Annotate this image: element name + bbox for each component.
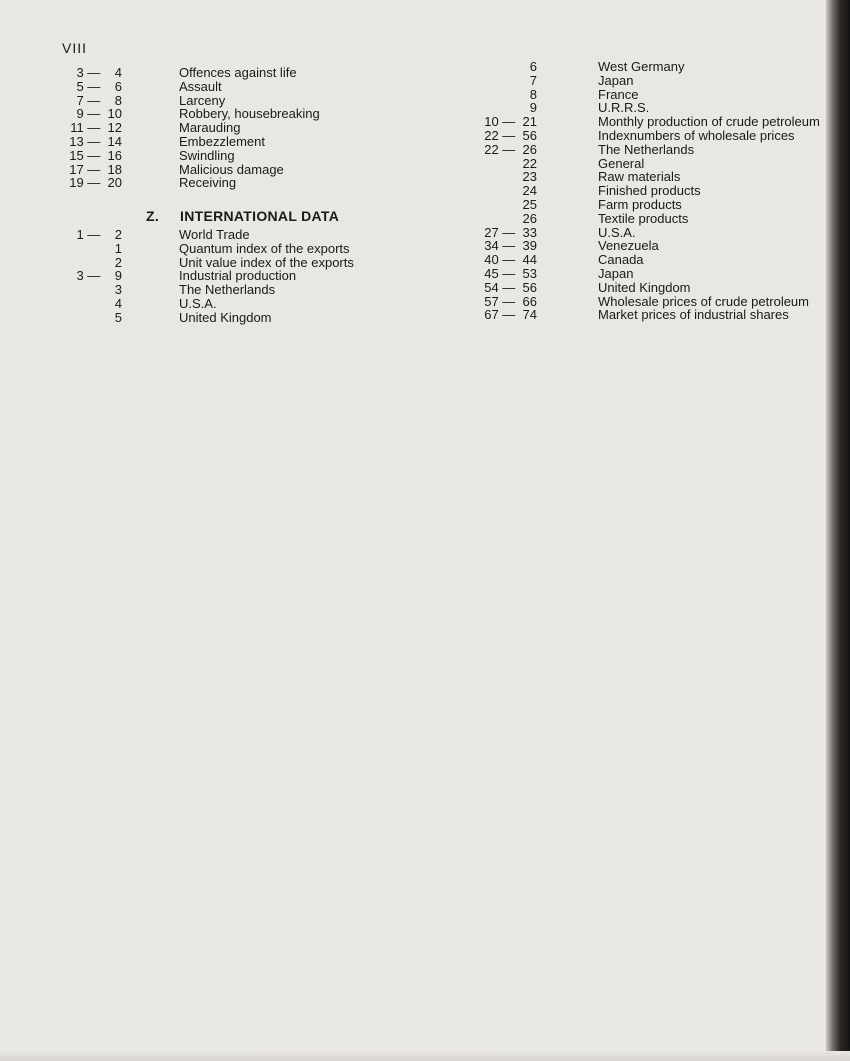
toc-entry-range: 26 <box>522 210 537 226</box>
toc-entry-range: 5 <box>114 309 122 325</box>
toc-entry-range: 2 <box>114 254 122 270</box>
toc-entry-label: Assault <box>179 78 222 94</box>
toc-entry-range: 3 — 9 <box>76 268 122 284</box>
toc-entry-range: 24 <box>522 183 537 199</box>
toc-entry-label: Japan <box>598 265 634 281</box>
toc-entry-range: 8 <box>529 86 537 102</box>
toc-entry-range: 27 — 33 <box>484 224 537 240</box>
toc-entry-range: 11 — 12 <box>70 120 122 136</box>
toc-entry-label: West Germany <box>598 59 685 74</box>
toc-entry-label: Robbery, housebreaking <box>179 106 320 122</box>
toc-entry-range: 10 — 21 <box>484 114 537 130</box>
toc-entry-label: Industrial production <box>179 268 297 284</box>
toc-entry-label: The Netherlands <box>598 141 695 157</box>
toc-entry-range: 1 <box>114 240 122 256</box>
toc-entry-range: 22 — 56 <box>484 127 537 143</box>
toc-entry-label: Raw materials <box>598 169 681 185</box>
toc-entry-label: Receiving <box>179 175 237 191</box>
section-heading <box>146 208 339 224</box>
toc-entry-range: 3 <box>114 282 122 298</box>
toc-entry-label: World Trade <box>179 227 250 242</box>
toc-entry-range: 3 — 4 <box>76 65 122 80</box>
toc-entry-range: 22 — 26 <box>484 141 537 157</box>
toc-entry-range: 7 <box>529 72 537 88</box>
toc-entry-label: Quantum index of the exports <box>179 240 350 256</box>
toc-entry-label: Malicious damage <box>179 161 284 177</box>
toc-entry-range: 4 <box>114 295 122 311</box>
toc-entry-label: Venezuela <box>598 238 659 254</box>
toc-entry-range: 45 — 53 <box>484 265 537 281</box>
toc-entry-label: Indexnumbers of wholesale prices <box>598 127 795 143</box>
toc-entry-label: Finished products <box>598 183 701 199</box>
section-letter: Z. <box>146 208 160 224</box>
toc-entry-label: France <box>598 86 639 102</box>
toc-entry-range: 67 — 74 <box>484 307 537 323</box>
toc-entry-range: 25 <box>522 196 537 212</box>
toc-entry-range: 15 — 16 <box>69 147 122 163</box>
toc-entry-range: 9 — 10 <box>76 106 122 122</box>
toc-entry-label: Marauding <box>179 120 241 136</box>
toc-entry-range: 40 — 44 <box>484 252 537 268</box>
toc-entry-label: Farm products <box>598 196 682 212</box>
toc-entry-range: 7 — 8 <box>76 92 122 108</box>
toc-entry-range: 54 — 56 <box>484 279 537 295</box>
toc-entry-label: Unit value index of the exports <box>179 254 354 270</box>
toc-entry-label: Larceny <box>179 92 226 108</box>
page-bottom-shadow <box>0 1051 850 1061</box>
toc-entry-label: The Netherlands <box>179 282 276 298</box>
toc-entry-label: General <box>598 155 645 171</box>
toc-entry-range: 17 — 18 <box>69 161 122 177</box>
toc-entry-range: 9 <box>529 100 537 116</box>
toc-entry-label: Embezzlement <box>179 133 265 149</box>
toc-entry-label: Textile products <box>598 210 689 226</box>
toc-entry-range: 23 <box>522 169 537 185</box>
toc-entry-range: 13 — 14 <box>69 133 122 149</box>
toc-entry-range: 5 — 6 <box>76 78 122 94</box>
toc-entry-label: U.S.A. <box>598 224 636 240</box>
toc-entry-label: Market prices of industrial shares <box>598 307 789 323</box>
toc-entry-label: Swindling <box>179 147 235 163</box>
toc-entry-range: 34 — 39 <box>484 238 537 254</box>
toc-entry-range: 57 — 66 <box>484 293 537 309</box>
toc-entry-range: 19 — 20 <box>69 175 122 191</box>
toc-entry-range: 22 <box>522 155 537 171</box>
toc-entry-label: Offences against life <box>179 65 297 80</box>
toc-entry-label: Wholesale prices of crude petroleum <box>598 293 809 309</box>
toc-entry-label: United Kingdom <box>179 309 272 325</box>
toc-entry-label: U.R.R.S. <box>598 100 650 116</box>
page-number: VIII <box>62 40 88 56</box>
page-binding-edge <box>826 0 850 1061</box>
section-title: INTERNATIONAL DATA <box>180 208 340 224</box>
toc-entry-label: Japan <box>598 72 634 88</box>
toc-entry-label: U.S.A. <box>179 295 217 311</box>
toc-entry-label: Monthly production of crude petroleum <box>598 114 820 130</box>
toc-entry-range: 6 <box>529 59 537 74</box>
toc-entry-range: 1 — 2 <box>76 227 122 242</box>
toc-entry-label: Canada <box>598 252 644 268</box>
toc-entry-label: United Kingdom <box>598 279 691 295</box>
